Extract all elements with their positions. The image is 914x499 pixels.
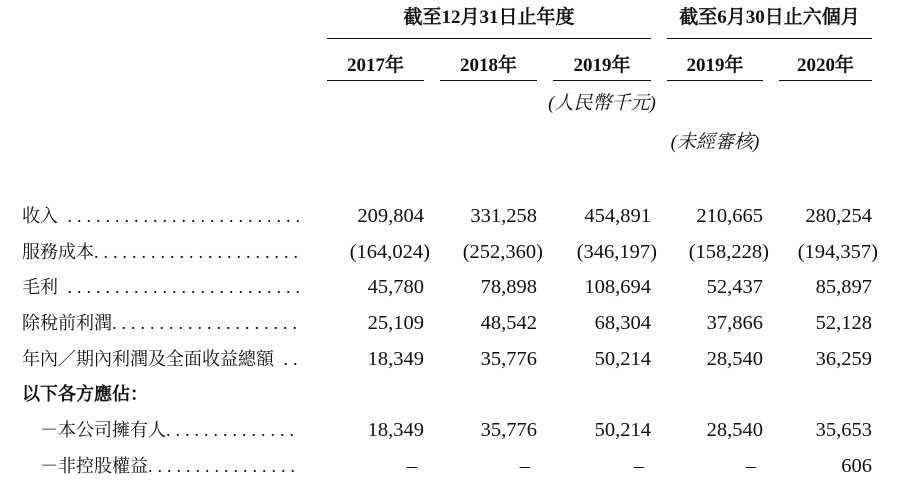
cell-2019-h1: 37,866 xyxy=(706,312,763,335)
cell-2020-h1: 35,653 xyxy=(815,419,872,442)
row-attributable-to-heading xyxy=(0,377,914,413)
row-label-cell xyxy=(22,377,311,413)
cell-2020-h1: 280,254 xyxy=(805,205,872,227)
row-label: 毛利 xyxy=(22,277,58,298)
row-label: 除稅前利潤 xyxy=(22,313,112,334)
cell-2019-fy: 108,694 xyxy=(584,276,651,299)
row-label-cell xyxy=(22,342,311,378)
cell-2017: 18,349 xyxy=(367,419,424,442)
row-profit-and-total-comprehensive-income xyxy=(0,342,914,378)
dot-leader: ...................... xyxy=(94,241,303,262)
row-label-cell xyxy=(22,199,311,235)
header-six-months-ended-jun-30: 截至6月30日止六個月 xyxy=(667,4,872,39)
col-header-2019-fy: 2019年 xyxy=(553,52,651,81)
row-gross-profit xyxy=(0,270,914,306)
dot-leader: .................... xyxy=(112,313,302,334)
cell-2018: 35,776 xyxy=(480,347,537,370)
cell-2019-fy: 50,214 xyxy=(594,347,651,370)
cell-2019-h1: 52,437 xyxy=(706,276,763,299)
row-label: －本公司擁有人 xyxy=(40,420,166,441)
dot-leader: ................ xyxy=(148,455,300,476)
row-label-cell xyxy=(22,449,311,485)
row-non-controlling-interests xyxy=(0,449,914,485)
cell-2019-fy: 454,891 xyxy=(584,205,651,227)
cell-2018: 48,542 xyxy=(480,312,537,335)
cell-2017: 25,109 xyxy=(367,312,424,335)
row-profit-before-tax xyxy=(0,306,914,342)
cell-2017: 209,804 xyxy=(357,205,424,227)
cell-2018: (252,360) xyxy=(462,240,543,263)
row-label-cell xyxy=(22,306,311,342)
cell-2020-h1: 36,259 xyxy=(815,347,872,370)
unaudited-note: (未經審核) xyxy=(670,132,760,153)
dot-leader: ......................... xyxy=(58,206,305,226)
row-label-cell xyxy=(22,235,311,271)
col-header-2020-h1: 2020年 xyxy=(779,52,872,81)
col-header-2019-h1: 2019年 xyxy=(667,52,763,81)
cell-2018: 78,898 xyxy=(480,276,537,299)
dot-leader: .............. xyxy=(166,420,299,441)
row-label: 服務成本 xyxy=(22,241,94,262)
cell-2017: – xyxy=(406,454,417,477)
row-label: 收入 xyxy=(22,206,58,226)
period-group-header-row xyxy=(0,4,914,39)
cell-2017: (164,024) xyxy=(349,240,430,263)
cell-2020-h1: (194,357) xyxy=(797,240,878,263)
cell-2019-h1: 28,540 xyxy=(706,347,763,370)
col-header-2017: 2017年 xyxy=(327,52,424,81)
row-label: －非控股權益 xyxy=(40,455,148,476)
cell-2018: – xyxy=(519,454,530,477)
cell-2020-h1: 52,128 xyxy=(815,312,872,335)
dot-leader: ......................... xyxy=(58,277,305,298)
row-revenue xyxy=(0,199,914,235)
row-label: 年內／期內利潤及全面收益總額 xyxy=(22,348,274,369)
cell-2019-fy: 68,304 xyxy=(594,312,651,335)
cell-2020-h1: 606 xyxy=(841,454,872,477)
cell-2019-fy: – xyxy=(633,454,644,477)
cell-2020-h1: 85,897 xyxy=(815,276,872,299)
cell-2019-h1: 210,665 xyxy=(696,205,763,227)
cell-2017: 18,349 xyxy=(367,347,424,370)
cell-2019-fy: 50,214 xyxy=(594,419,651,442)
year-header-row xyxy=(0,52,914,81)
cell-2019-fy: (346,197) xyxy=(576,240,657,263)
section-heading: 以下各方應佔： xyxy=(22,384,148,405)
cell-2019-h1: (158,228) xyxy=(688,240,769,263)
cell-2019-h1: – xyxy=(745,454,756,477)
dot-leader: .. xyxy=(274,348,303,369)
row-label-cell xyxy=(22,413,311,449)
row-label-cell xyxy=(22,270,311,306)
col-header-2018: 2018年 xyxy=(440,52,537,81)
row-owners-of-company xyxy=(0,413,914,449)
table-body xyxy=(0,199,914,485)
cell-2019-h1: 28,540 xyxy=(706,419,763,442)
cell-2017: 45,780 xyxy=(367,276,424,299)
row-cost-of-services xyxy=(0,235,914,271)
cell-2018: 35,776 xyxy=(480,419,537,442)
currency-unit-note: (人民幣千元) xyxy=(548,93,656,114)
header-year-ended-dec-31: 截至12月31日止年度 xyxy=(327,4,651,39)
cell-2018: 331,258 xyxy=(470,205,537,227)
